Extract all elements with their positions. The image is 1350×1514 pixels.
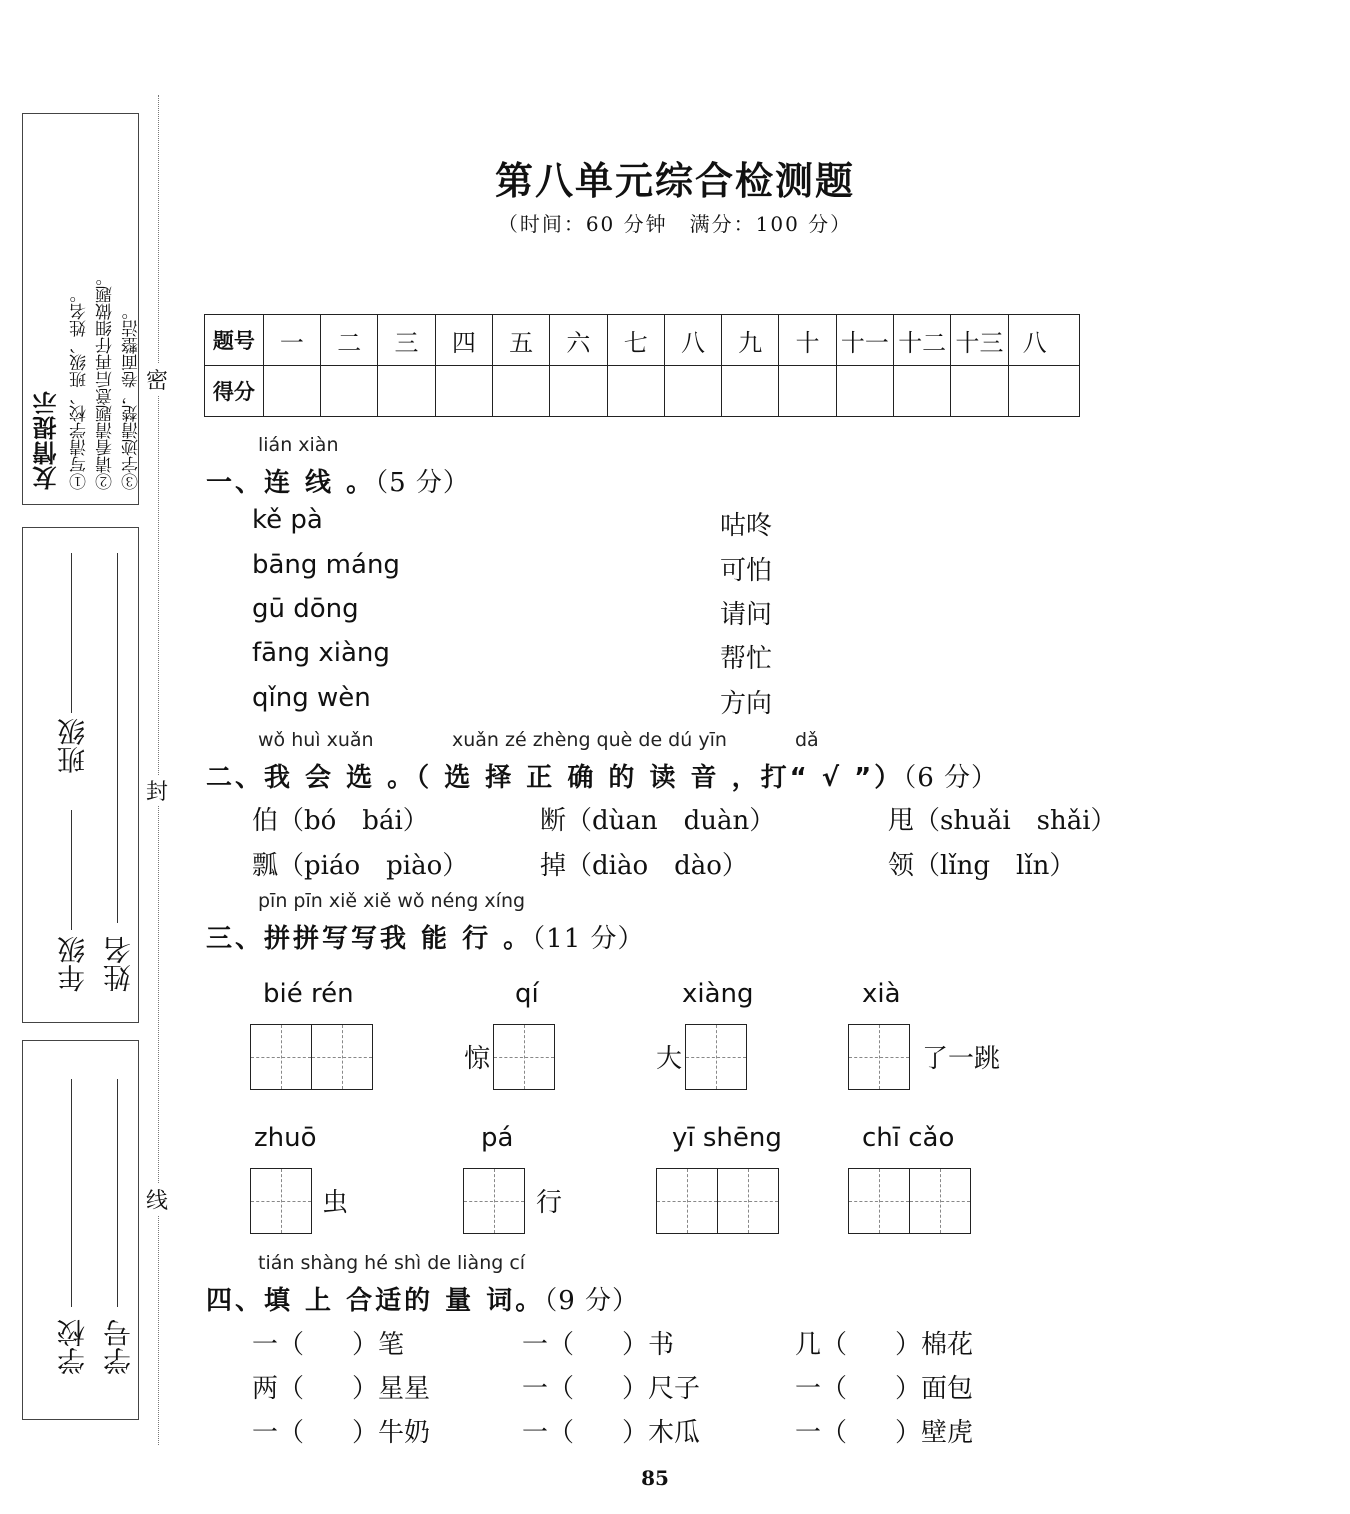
measure-word-suffix: ）牛奶 <box>352 1418 431 1448</box>
page-title: 第八单元综合检测题 <box>494 158 855 203</box>
col-header: 十一 <box>836 315 893 366</box>
writing-grid[interactable] <box>493 1024 555 1090</box>
score-cell[interactable] <box>951 366 1008 417</box>
measure-word-prefix: 一（ <box>522 1374 575 1404</box>
school-label: 学校 <box>56 1319 89 1375</box>
match-right-item[interactable]: 咕咚 <box>720 511 773 541</box>
writing-grid[interactable] <box>311 1024 373 1090</box>
word-pinyin: pá <box>481 1123 514 1153</box>
word-pinyin: xiàng <box>682 979 754 1009</box>
match-left-item[interactable]: qǐng wèn <box>252 683 371 713</box>
col-header: 一 <box>263 315 320 366</box>
section2-pinyin-3: dǎ <box>795 729 819 751</box>
score-cell[interactable] <box>550 366 607 417</box>
col-header: 十二 <box>894 315 951 366</box>
writing-grid[interactable] <box>463 1168 525 1234</box>
pronunciation-choice[interactable]: 领（lǐng lǐn） <box>888 851 1076 881</box>
grade-label: 年级 <box>56 936 89 992</box>
section2-pinyin-1: wǒ huì xuǎn <box>258 729 374 751</box>
measure-word-prefix: 一（ <box>522 1418 575 1448</box>
col-header: 八 <box>1008 315 1079 366</box>
writing-grid[interactable] <box>685 1024 747 1090</box>
pronunciation-choice[interactable]: 掉（diào dào） <box>540 851 748 881</box>
measure-word-suffix: ）面包 <box>895 1374 974 1404</box>
tip-3: ③字迹清楚，卷面整洁。 <box>122 303 142 490</box>
measure-word-suffix: ）尺子 <box>622 1374 701 1404</box>
col-header: 四 <box>435 315 492 366</box>
match-right-item[interactable]: 方向 <box>720 689 773 719</box>
word-pinyin: zhuō <box>254 1123 317 1153</box>
match-left-item[interactable]: kě pà <box>252 505 323 535</box>
name-label: 姓名 <box>102 936 135 992</box>
score-cell[interactable] <box>435 366 492 417</box>
section1-title <box>206 462 470 499</box>
word-pinyin: qí <box>515 979 539 1009</box>
student-no-label: 学号 <box>102 1319 135 1375</box>
section2-title-text: 二、我 会 选 。（ 选 择 正 确 的 读 音 ，打“ √ ”） <box>206 763 904 793</box>
writing-grid[interactable] <box>250 1024 312 1090</box>
match-right-item[interactable]: 可怕 <box>720 556 773 586</box>
tip-1: ①写清学校、班级、姓名。 <box>70 286 90 490</box>
measure-word-prefix: 两（ <box>252 1374 305 1404</box>
measure-word-prefix: 几（ <box>795 1330 848 1360</box>
word-pinyin: yī shēng <box>672 1123 782 1153</box>
pronunciation-choice[interactable]: 甩（shuǎi shǎi） <box>888 806 1117 836</box>
section4-title <box>206 1280 639 1317</box>
score-cell[interactable] <box>722 366 779 417</box>
section2-pinyin-2: xuǎn zé zhèng què de dú yīn <box>452 729 727 751</box>
measure-word-prefix: 一（ <box>795 1374 848 1404</box>
student-no-blank[interactable] <box>117 1079 118 1307</box>
class-blank-lower[interactable] <box>71 810 72 930</box>
tips-heading: 友情提示 <box>33 390 61 490</box>
match-right-item[interactable]: 帮忙 <box>720 644 773 674</box>
section3-title-text: 三、拼拼写写我 能 行 。 <box>206 924 533 954</box>
section4-pinyin: tián shàng hé shì de liàng cí <box>258 1252 526 1274</box>
pronunciation-choice[interactable]: 瓢（piáo piào） <box>252 851 469 881</box>
score-cell[interactable] <box>836 366 893 417</box>
score-cell[interactable] <box>607 366 664 417</box>
col-header: 十 <box>779 315 836 366</box>
section1-points: （5 分） <box>375 468 470 498</box>
score-cell[interactable] <box>1008 366 1079 417</box>
measure-word-suffix: ）棉花 <box>895 1330 974 1360</box>
exam-info: （时间：60 分钟 满分：100 分） <box>497 212 853 236</box>
section3-points: （11 分） <box>532 924 645 954</box>
col-header: 十三 <box>951 315 1008 366</box>
score-cell[interactable] <box>263 366 320 417</box>
score-cell[interactable] <box>378 366 435 417</box>
writing-grid[interactable] <box>848 1168 910 1234</box>
word-prefix: 大 <box>656 1044 683 1074</box>
word-suffix: 虫 <box>322 1188 349 1218</box>
seal-char-feng: 封 <box>146 775 168 806</box>
school-box <box>22 1040 139 1420</box>
measure-word-prefix: 一（ <box>252 1330 305 1360</box>
class-grade-box <box>22 527 139 1023</box>
score-table-score-row <box>205 366 1080 417</box>
score-cell[interactable] <box>894 366 951 417</box>
col-header: 二 <box>321 315 378 366</box>
score-table <box>204 314 1080 417</box>
match-right-item[interactable]: 请问 <box>720 600 773 630</box>
pronunciation-choice[interactable]: 伯（bó bái） <box>252 806 429 836</box>
score-cell[interactable] <box>321 366 378 417</box>
measure-word-suffix: ）星星 <box>352 1374 431 1404</box>
score-cell[interactable] <box>664 366 721 417</box>
score-label: 得分 <box>205 366 264 417</box>
section1-pinyin: lián xiàn <box>258 434 339 456</box>
score-cell[interactable] <box>779 366 836 417</box>
measure-word-prefix: 一（ <box>795 1418 848 1448</box>
word-prefix: 惊 <box>464 1044 491 1074</box>
word-suffix: 了一跳 <box>922 1044 1001 1074</box>
writing-grid[interactable] <box>656 1168 718 1234</box>
section3-pinyin: pīn pīn xiě xiě wǒ néng xíng <box>258 890 526 912</box>
measure-word-suffix: ）壁虎 <box>895 1418 974 1448</box>
writing-grid[interactable] <box>848 1024 910 1090</box>
class-label: 班级 <box>56 718 89 774</box>
section1-title-text: 一、连 线 。 <box>206 468 376 498</box>
page-number: 85 <box>641 1466 669 1490</box>
seal-char-xian: 线 <box>146 1184 168 1215</box>
section2-title <box>206 757 998 794</box>
match-left-item[interactable]: bāng máng <box>252 550 400 580</box>
question-no-label: 题号 <box>205 315 264 366</box>
match-left-item[interactable]: fāng xiàng <box>252 638 390 668</box>
measure-word-suffix: ）书 <box>622 1330 675 1360</box>
match-left-item[interactable]: gū dōng <box>252 594 359 624</box>
score-table-header-row <box>205 315 1080 366</box>
measure-word-suffix: ）笔 <box>352 1330 405 1360</box>
col-header: 八 <box>664 315 721 366</box>
measure-word-prefix: 一（ <box>252 1418 305 1448</box>
col-header: 七 <box>607 315 664 366</box>
writing-grid[interactable] <box>717 1168 779 1234</box>
school-blank[interactable] <box>71 1079 72 1307</box>
class-blank[interactable] <box>71 553 72 713</box>
word-suffix: 行 <box>536 1188 563 1218</box>
section2-points: （6 分） <box>903 763 999 793</box>
score-cell[interactable] <box>492 366 549 417</box>
name-blank[interactable] <box>117 553 118 923</box>
section4-title-text: 四、填 上 合适的 量 词。 <box>206 1286 545 1316</box>
col-header: 六 <box>550 315 607 366</box>
writing-grid[interactable] <box>909 1168 971 1234</box>
section4-points: （9 分） <box>544 1286 640 1316</box>
tip-2: ②请看清题意后再仔细做题。 <box>96 269 116 490</box>
word-pinyin: bié rén <box>263 979 354 1009</box>
binding-dotted-line <box>158 95 159 1445</box>
col-header: 九 <box>722 315 779 366</box>
writing-grid[interactable] <box>250 1168 312 1234</box>
measure-word-suffix: ）木瓜 <box>622 1418 701 1448</box>
word-pinyin: chī cǎo <box>862 1123 955 1153</box>
col-header: 三 <box>378 315 435 366</box>
measure-word-prefix: 一（ <box>522 1330 575 1360</box>
word-pinyin: xià <box>862 979 901 1009</box>
section3-title <box>206 918 645 955</box>
col-header: 五 <box>492 315 549 366</box>
seal-char-mi: 密 <box>146 364 168 395</box>
pronunciation-choice[interactable]: 断（dùan duàn） <box>540 806 776 836</box>
